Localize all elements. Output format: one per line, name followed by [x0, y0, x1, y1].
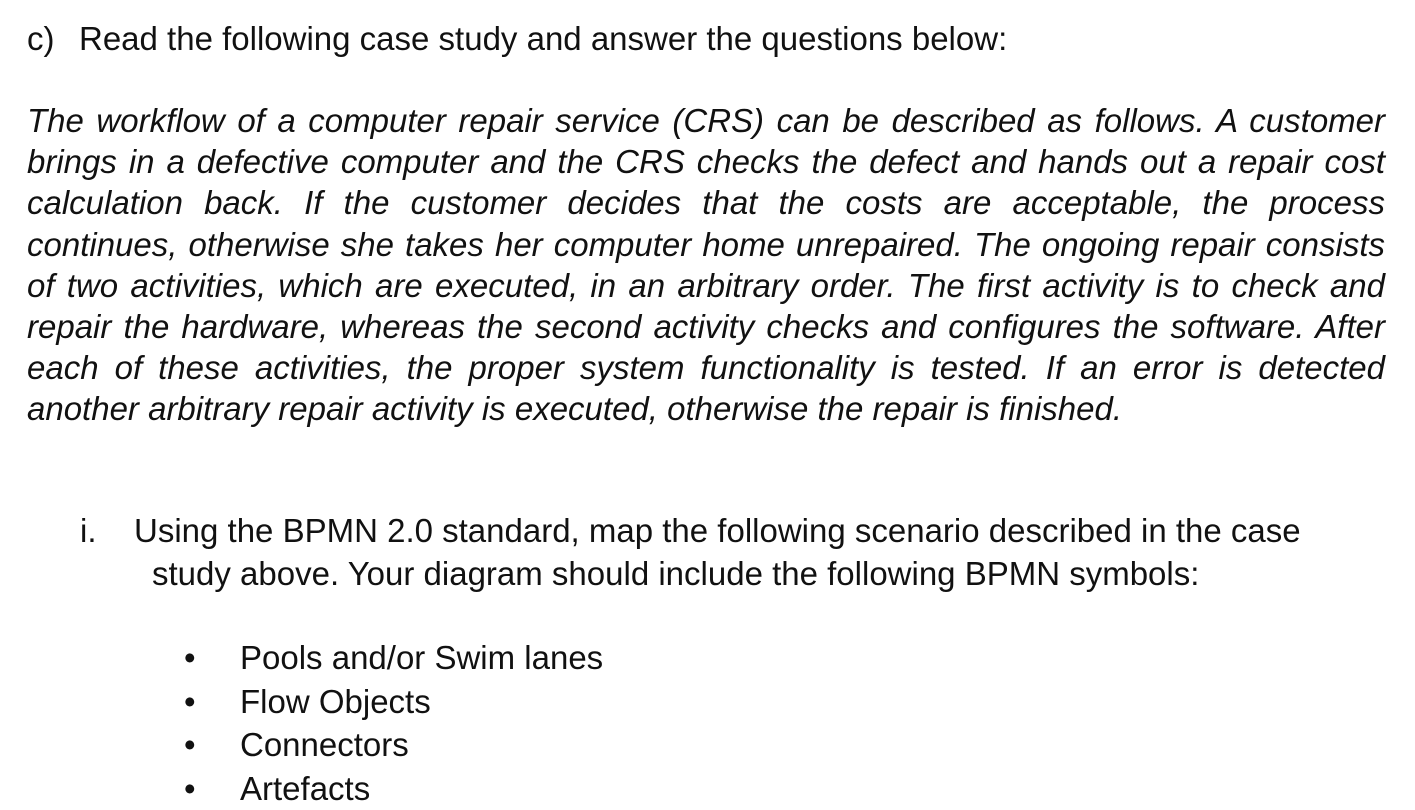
question-heading: [27, 18, 1007, 60]
bullet-icon: •: [184, 767, 206, 810]
list-item-text: Artefacts: [240, 767, 370, 810]
case-study-paragraph: The workflow of a computer repair service (CRS) can be described as follows. A customer brings in a defective computer and the CRS checks the defect and hands out a repair cost calculation back. If the customer decides that the costs are acceptable, the process continues, otherwise she takes her computer home unrepaired. The ongoing repair consists of two activities, which are executed, in an arbitrary order. The first activity is to check and repair the hardware, whereas the second activity checks and configures the software. After each of these activities, the proper system functionality is tested. If an error is detected another arbitrary repair activity is executed, otherwise the repair is finished.: [27, 100, 1385, 430]
question-text: Read the following case study and answer the questions below:: [79, 20, 1007, 57]
list-item-text: Pools and/or Swim lanes: [240, 636, 603, 680]
list-item-text: Connectors: [240, 723, 409, 767]
sub-question-text-line-1: Using the BPMN 2.0 standard, map the following scenario described in the case: [134, 509, 1301, 552]
bullet-icon: •: [184, 636, 206, 680]
list-item-text: Flow Objects: [240, 680, 431, 724]
sub-question-text-line-2: study above. Your diagram should include the following BPMN symbols:: [152, 552, 1199, 595]
sub-question-number: i.: [80, 509, 97, 552]
bullet-icon: •: [184, 723, 206, 767]
question-label: c): [27, 18, 79, 60]
bullet-icon: •: [184, 680, 206, 724]
